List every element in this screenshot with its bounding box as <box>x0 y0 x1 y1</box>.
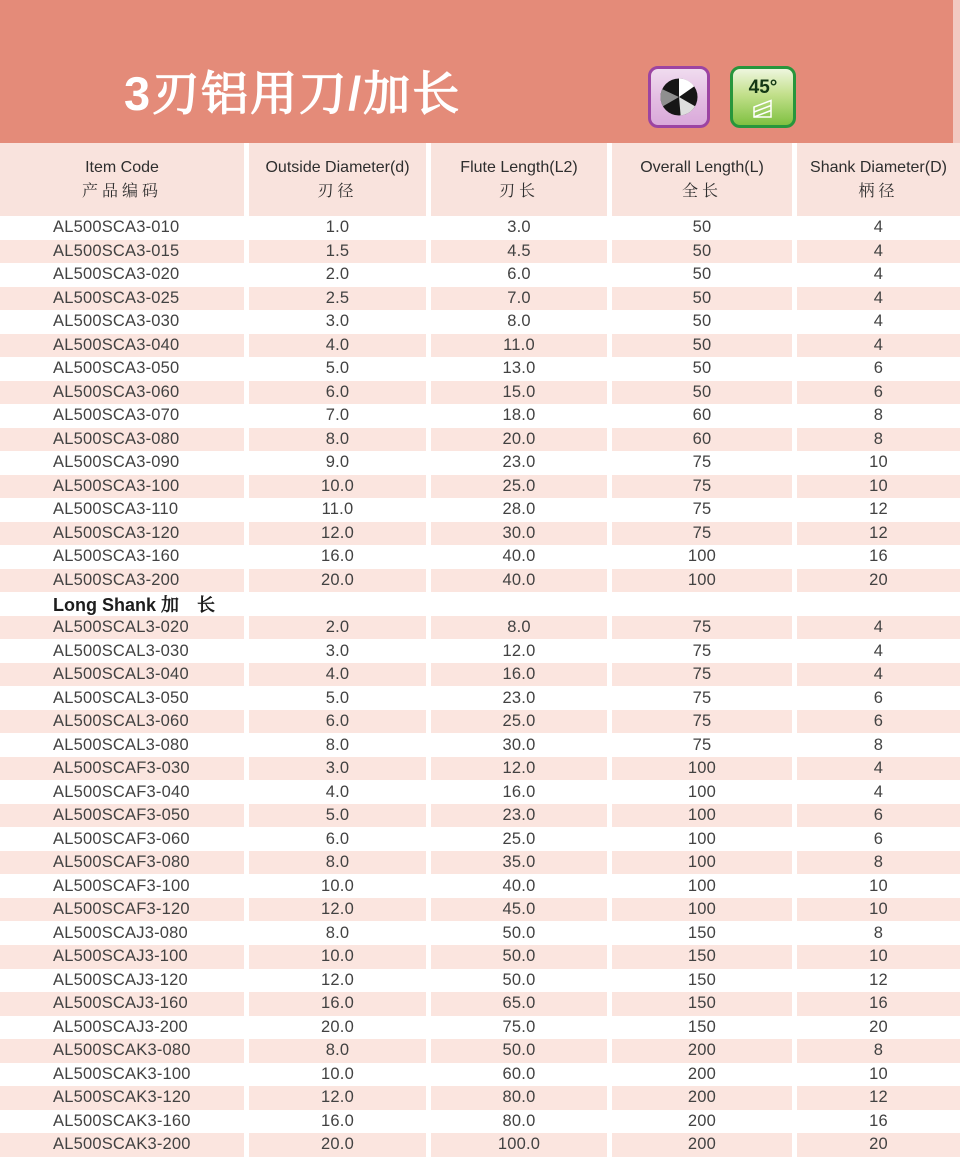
table-row <box>0 569 960 593</box>
cell-item-code: AL500SCA3-025 <box>0 287 249 311</box>
cell-flute-length: 40.0 <box>431 874 612 898</box>
cell-item-code: AL500SCA3-090 <box>0 451 249 475</box>
cell-overall-length: 100 <box>612 827 797 851</box>
table-row <box>0 475 960 499</box>
cell-flute-length: 80.0 <box>431 1110 612 1134</box>
page-banner <box>0 0 960 143</box>
table-row <box>0 1133 960 1157</box>
table-row <box>0 1086 960 1110</box>
table-row <box>0 710 960 734</box>
cell-outside-diameter: 12.0 <box>249 969 431 993</box>
cell-item-code: AL500SCA3-080 <box>0 428 249 452</box>
cell-shank-diameter: 6 <box>873 712 884 731</box>
cell-flute-length: 15.0 <box>431 381 612 405</box>
cell-item-code: AL500SCAF3-120 <box>0 898 249 922</box>
table-row <box>0 404 960 428</box>
cell-overall-length: 200 <box>612 1086 797 1110</box>
cell-overall-length: 60 <box>612 404 797 428</box>
table-row <box>0 827 960 851</box>
cell-outside-diameter: 12.0 <box>249 898 431 922</box>
cell-flute-length: 16.0 <box>431 780 612 804</box>
table-row <box>0 851 960 875</box>
cell-item-code: AL500SCAJ3-200 <box>0 1016 249 1040</box>
cell-shank-diameter: 8 <box>873 406 884 425</box>
table-row <box>0 263 960 287</box>
cell-item-code: AL500SCAL3-050 <box>0 686 249 710</box>
cell-shank-diameter: 20 <box>869 1135 888 1154</box>
cell-item-code: AL500SCA3-050 <box>0 357 249 381</box>
table-body <box>0 216 960 1157</box>
cell-outside-diameter: 5.0 <box>249 686 431 710</box>
table-row <box>0 686 960 710</box>
banner-edge-strip <box>953 0 960 143</box>
table-row <box>0 522 960 546</box>
cell-shank-diameter: 10 <box>869 876 888 895</box>
cell-item-code: AL500SCAL3-030 <box>0 639 249 663</box>
cell-flute-length: 40.0 <box>431 545 612 569</box>
cell-outside-diameter: 5.0 <box>249 804 431 828</box>
table-row <box>0 428 960 452</box>
cell-shank-diameter: 8 <box>873 429 884 448</box>
cell-overall-length: 50 <box>612 263 797 287</box>
cell-overall-length: 200 <box>612 1063 797 1087</box>
cell-shank-diameter: 4 <box>873 665 884 684</box>
cell-overall-length: 100 <box>612 898 797 922</box>
cell-item-code: AL500SCAF3-050 <box>0 804 249 828</box>
cell-flute-length: 30.0 <box>431 522 612 546</box>
cell-outside-diameter: 1.5 <box>249 240 431 264</box>
table-row <box>0 898 960 922</box>
cell-overall-length: 200 <box>612 1039 797 1063</box>
chamfer-hatch-icon <box>750 97 776 119</box>
cell-item-code: AL500SCAJ3-080 <box>0 921 249 945</box>
cell-shank-diameter: 12 <box>869 500 888 519</box>
cell-outside-diameter: 20.0 <box>249 569 431 593</box>
cell-item-code: AL500SCAF3-060 <box>0 827 249 851</box>
cell-item-code: AL500SCAK3-160 <box>0 1110 249 1134</box>
cell-flute-length: 25.0 <box>431 827 612 851</box>
table-row <box>0 451 960 475</box>
cell-shank-diameter: 4 <box>873 218 884 237</box>
cell-flute-length: 80.0 <box>431 1086 612 1110</box>
cell-overall-length: 50 <box>612 357 797 381</box>
cell-flute-length: 50.0 <box>431 945 612 969</box>
cell-overall-length: 150 <box>612 921 797 945</box>
cell-shank-diameter: 6 <box>873 829 884 848</box>
cell-outside-diameter: 4.0 <box>249 334 431 358</box>
header-overall-length-zh: 全长 <box>681 182 722 200</box>
section-row-long-shank <box>0 592 960 616</box>
angle-45-label: 45° <box>748 76 778 98</box>
header-flute-length-zh: 刃长 <box>498 182 539 200</box>
cell-item-code: AL500SCAK3-080 <box>0 1039 249 1063</box>
section-label: Long Shank 加 长 <box>53 595 215 616</box>
cell-outside-diameter: 10.0 <box>249 1063 431 1087</box>
page-title: 3刃铝用刀/加长 <box>124 67 462 120</box>
table-row <box>0 921 960 945</box>
cell-item-code: AL500SCA3-040 <box>0 334 249 358</box>
cell-outside-diameter: 11.0 <box>249 498 431 522</box>
header-shank-diameter-zh: 柄径 <box>858 182 899 200</box>
cell-outside-diameter: 2.0 <box>249 616 431 640</box>
cell-shank-diameter: 10 <box>869 453 888 472</box>
cell-shank-diameter: 12 <box>869 970 888 989</box>
cell-shank-diameter: 4 <box>873 312 884 331</box>
cell-shank-diameter: 16 <box>869 547 888 566</box>
table-header <box>0 143 960 216</box>
table-row <box>0 616 960 640</box>
table-row <box>0 663 960 687</box>
table-row <box>0 1110 960 1134</box>
header-overall-length <box>612 143 797 216</box>
cell-outside-diameter: 6.0 <box>249 710 431 734</box>
cell-flute-length: 8.0 <box>431 616 612 640</box>
cell-flute-length: 40.0 <box>431 569 612 593</box>
header-shank-diameter <box>797 143 960 216</box>
cell-item-code: AL500SCAK3-100 <box>0 1063 249 1087</box>
cell-flute-length: 25.0 <box>431 475 612 499</box>
table-row <box>0 1016 960 1040</box>
cell-shank-diameter: 8 <box>873 1041 884 1060</box>
cell-shank-diameter: 4 <box>873 335 884 354</box>
cell-overall-length: 75 <box>612 475 797 499</box>
table-row <box>0 334 960 358</box>
cell-outside-diameter: 6.0 <box>249 827 431 851</box>
cell-overall-length: 75 <box>612 451 797 475</box>
cell-flute-length: 18.0 <box>431 404 612 428</box>
cell-flute-length: 3.0 <box>431 216 612 240</box>
cell-outside-diameter: 9.0 <box>249 451 431 475</box>
header-flute-length <box>431 143 612 216</box>
cell-item-code: AL500SCA3-160 <box>0 545 249 569</box>
cell-flute-length: 11.0 <box>431 334 612 358</box>
cell-flute-length: 12.0 <box>431 639 612 663</box>
cell-shank-diameter: 10 <box>869 947 888 966</box>
cell-shank-diameter: 6 <box>873 806 884 825</box>
three-flute-cross-section-icon <box>654 72 704 122</box>
cell-outside-diameter: 12.0 <box>249 1086 431 1110</box>
cell-outside-diameter: 8.0 <box>249 1039 431 1063</box>
cell-outside-diameter: 1.0 <box>249 216 431 240</box>
cell-overall-length: 150 <box>612 969 797 993</box>
cell-flute-length: 13.0 <box>431 357 612 381</box>
cell-overall-length: 75 <box>612 710 797 734</box>
cell-item-code: AL500SCA3-200 <box>0 569 249 593</box>
cell-outside-diameter: 16.0 <box>249 1110 431 1134</box>
cell-item-code: AL500SCAF3-030 <box>0 757 249 781</box>
cell-shank-diameter: 6 <box>873 359 884 378</box>
cell-overall-length: 100 <box>612 569 797 593</box>
table-row <box>0 310 960 334</box>
cell-flute-length: 23.0 <box>431 451 612 475</box>
cell-shank-diameter: 4 <box>873 265 884 284</box>
cell-outside-diameter: 16.0 <box>249 545 431 569</box>
cell-item-code: AL500SCAL3-060 <box>0 710 249 734</box>
cell-overall-length: 200 <box>612 1110 797 1134</box>
cell-outside-diameter: 5.0 <box>249 357 431 381</box>
cell-item-code: AL500SCA3-010 <box>0 216 249 240</box>
cell-flute-length: 4.5 <box>431 240 612 264</box>
cell-item-code: AL500SCAJ3-100 <box>0 945 249 969</box>
cell-outside-diameter: 4.0 <box>249 780 431 804</box>
cell-shank-diameter: 4 <box>873 782 884 801</box>
cell-overall-length: 150 <box>612 945 797 969</box>
cell-overall-length: 50 <box>612 381 797 405</box>
cell-flute-length: 12.0 <box>431 757 612 781</box>
cell-item-code: AL500SCA3-120 <box>0 522 249 546</box>
table-row <box>0 216 960 240</box>
table-row <box>0 757 960 781</box>
header-overall-length-en: Overall Length(L) <box>640 158 764 176</box>
cell-overall-length: 100 <box>612 545 797 569</box>
table-row <box>0 498 960 522</box>
cell-flute-length: 75.0 <box>431 1016 612 1040</box>
cell-item-code: AL500SCAF3-040 <box>0 780 249 804</box>
table-row <box>0 381 960 405</box>
cell-outside-diameter: 20.0 <box>249 1016 431 1040</box>
table-row <box>0 1063 960 1087</box>
cell-outside-diameter: 8.0 <box>249 921 431 945</box>
cell-item-code: AL500SCAJ3-160 <box>0 992 249 1016</box>
cell-shank-diameter: 10 <box>869 900 888 919</box>
table-row <box>0 992 960 1016</box>
cell-shank-diameter: 4 <box>873 618 884 637</box>
cell-overall-length: 150 <box>612 1016 797 1040</box>
cell-item-code: AL500SCAL3-020 <box>0 616 249 640</box>
cell-overall-length: 100 <box>612 780 797 804</box>
cell-item-code: AL500SCAL3-040 <box>0 663 249 687</box>
cell-item-code: AL500SCA3-100 <box>0 475 249 499</box>
cell-shank-diameter: 8 <box>873 735 884 754</box>
cell-item-code: AL500SCAF3-080 <box>0 851 249 875</box>
cell-overall-length: 200 <box>612 1133 797 1157</box>
cell-overall-length: 75 <box>612 616 797 640</box>
header-flute-length-en: Flute Length(L2) <box>460 158 578 176</box>
cell-flute-length: 65.0 <box>431 992 612 1016</box>
cell-shank-diameter: 6 <box>873 382 884 401</box>
cell-flute-length: 6.0 <box>431 263 612 287</box>
cell-flute-length: 7.0 <box>431 287 612 311</box>
cell-shank-diameter: 20 <box>869 570 888 589</box>
cell-shank-diameter: 16 <box>869 994 888 1013</box>
cell-shank-diameter: 10 <box>869 476 888 495</box>
cell-outside-diameter: 6.0 <box>249 381 431 405</box>
table-row <box>0 874 960 898</box>
cell-flute-length: 25.0 <box>431 710 612 734</box>
table-row <box>0 240 960 264</box>
cell-outside-diameter: 3.0 <box>249 757 431 781</box>
table-row <box>0 804 960 828</box>
cell-flute-length: 20.0 <box>431 428 612 452</box>
cell-shank-diameter: 20 <box>869 1017 888 1036</box>
cell-overall-length: 100 <box>612 757 797 781</box>
cell-flute-length: 8.0 <box>431 310 612 334</box>
cell-overall-length: 100 <box>612 874 797 898</box>
cell-outside-diameter: 2.0 <box>249 263 431 287</box>
cell-flute-length: 23.0 <box>431 804 612 828</box>
cell-flute-length: 30.0 <box>431 733 612 757</box>
cell-shank-diameter: 4 <box>873 288 884 307</box>
three-flute-cutter-icon <box>648 66 710 128</box>
cell-overall-length: 50 <box>612 310 797 334</box>
cell-outside-diameter: 3.0 <box>249 639 431 663</box>
table-row <box>0 733 960 757</box>
cell-overall-length: 150 <box>612 992 797 1016</box>
header-outside-diameter-zh: 刃径 <box>317 182 358 200</box>
cell-overall-length: 75 <box>612 663 797 687</box>
table-row <box>0 780 960 804</box>
cell-outside-diameter: 12.0 <box>249 522 431 546</box>
cell-outside-diameter: 10.0 <box>249 475 431 499</box>
cell-flute-length: 60.0 <box>431 1063 612 1087</box>
cell-flute-length: 45.0 <box>431 898 612 922</box>
cell-overall-length: 100 <box>612 804 797 828</box>
cell-shank-diameter: 4 <box>873 641 884 660</box>
45-degree-chamfer-icon <box>730 66 796 128</box>
cell-shank-diameter: 4 <box>873 241 884 260</box>
cell-overall-length: 60 <box>612 428 797 452</box>
cell-outside-diameter: 8.0 <box>249 428 431 452</box>
header-outside-diameter-en: Outside Diameter(d) <box>265 158 410 176</box>
cell-overall-length: 75 <box>612 639 797 663</box>
cell-shank-diameter: 12 <box>869 1088 888 1107</box>
table-row <box>0 1039 960 1063</box>
header-item-code-en: Item Code <box>85 158 159 176</box>
cell-shank-diameter: 4 <box>873 759 884 778</box>
cell-overall-length: 75 <box>612 733 797 757</box>
cell-outside-diameter: 8.0 <box>249 733 431 757</box>
cell-shank-diameter: 8 <box>873 923 884 942</box>
cell-item-code: AL500SCA3-060 <box>0 381 249 405</box>
table-row <box>0 969 960 993</box>
cell-item-code: AL500SCAK3-200 <box>0 1133 249 1157</box>
table-row <box>0 287 960 311</box>
cell-shank-diameter: 10 <box>869 1064 888 1083</box>
cell-flute-length: 50.0 <box>431 969 612 993</box>
cell-outside-diameter: 16.0 <box>249 992 431 1016</box>
cell-flute-length: 100.0 <box>431 1133 612 1157</box>
cell-flute-length: 16.0 <box>431 663 612 687</box>
cell-overall-length: 50 <box>612 240 797 264</box>
cell-flute-length: 50.0 <box>431 921 612 945</box>
table-row <box>0 545 960 569</box>
table-row <box>0 357 960 381</box>
cell-item-code: AL500SCA3-030 <box>0 310 249 334</box>
cell-overall-length: 50 <box>612 216 797 240</box>
cell-overall-length: 50 <box>612 334 797 358</box>
cell-item-code: AL500SCA3-110 <box>0 498 249 522</box>
cell-flute-length: 35.0 <box>431 851 612 875</box>
cell-item-code: AL500SCA3-070 <box>0 404 249 428</box>
header-shank-diameter-en: Shank Diameter(D) <box>810 158 947 176</box>
cell-item-code: AL500SCAL3-080 <box>0 733 249 757</box>
cell-flute-length: 28.0 <box>431 498 612 522</box>
cell-flute-length: 23.0 <box>431 686 612 710</box>
cell-outside-diameter: 2.5 <box>249 287 431 311</box>
cell-outside-diameter: 10.0 <box>249 874 431 898</box>
cell-shank-diameter: 12 <box>869 523 888 542</box>
cell-item-code: AL500SCA3-020 <box>0 263 249 287</box>
header-item-code <box>0 143 249 216</box>
table-row <box>0 639 960 663</box>
cell-shank-diameter: 16 <box>869 1111 888 1130</box>
cell-flute-length: 50.0 <box>431 1039 612 1063</box>
cell-outside-diameter: 10.0 <box>249 945 431 969</box>
cell-item-code: AL500SCAJ3-120 <box>0 969 249 993</box>
cell-item-code: AL500SCA3-015 <box>0 240 249 264</box>
header-outside-diameter <box>249 143 431 216</box>
cell-outside-diameter: 4.0 <box>249 663 431 687</box>
cell-overall-length: 50 <box>612 287 797 311</box>
cell-item-code: AL500SCAK3-120 <box>0 1086 249 1110</box>
cell-item-code: AL500SCAF3-100 <box>0 874 249 898</box>
cell-overall-length: 100 <box>612 851 797 875</box>
cell-overall-length: 75 <box>612 686 797 710</box>
table-row <box>0 945 960 969</box>
header-item-code-zh: 产品编码 <box>81 182 162 200</box>
cell-overall-length: 75 <box>612 498 797 522</box>
cell-outside-diameter: 3.0 <box>249 310 431 334</box>
cell-outside-diameter: 7.0 <box>249 404 431 428</box>
cell-outside-diameter: 8.0 <box>249 851 431 875</box>
cell-overall-length: 75 <box>612 522 797 546</box>
cell-shank-diameter: 8 <box>873 853 884 872</box>
cell-outside-diameter: 20.0 <box>249 1133 431 1157</box>
cell-shank-diameter: 6 <box>873 688 884 707</box>
